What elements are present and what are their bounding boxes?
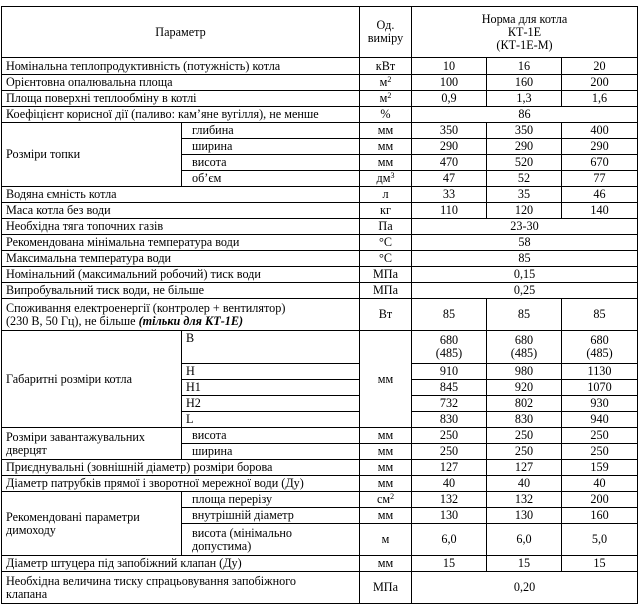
sub-label: H2 [182, 396, 360, 412]
table-row [2, 428, 638, 444]
value-cell: 120 [487, 203, 562, 219]
value-cell: 290 [412, 139, 487, 155]
value-cell: 85 [562, 299, 638, 331]
sub-label: H [182, 364, 360, 380]
row-unit: Па [360, 219, 412, 235]
row-unit: $м^2$ [360, 91, 412, 107]
group-label: Габаритні розміри котла [2, 331, 182, 428]
row-unit: мм [360, 139, 412, 155]
value-cell: 680 (485) [487, 331, 562, 364]
table-row [2, 299, 638, 331]
row-unit: $дм^3$ [360, 171, 412, 187]
row-unit: мм [360, 476, 412, 492]
header-norm-line2: КТ-1Е [507, 24, 542, 39]
row-unit: $м^2$ [360, 75, 412, 91]
value-cell: 6,0 [487, 524, 562, 556]
table-row [2, 203, 638, 219]
value-cell: 10 [412, 58, 487, 75]
value-cell: 160 [562, 508, 638, 524]
value-cell: 15 [562, 556, 638, 572]
value-cell: 520 [487, 155, 562, 171]
value-cell: 250 [562, 444, 638, 460]
table-row [2, 476, 638, 492]
row-unit: кг [360, 203, 412, 219]
value-cell: 100 [412, 75, 487, 91]
sub-label: ширина [182, 444, 360, 460]
header-unit [360, 7, 412, 58]
sub-label: внутрішній діаметр [182, 508, 360, 524]
value-cell: 920 [487, 380, 562, 396]
value-cell: 52 [487, 171, 562, 187]
row-unit: мм [360, 123, 412, 139]
value-cell: 46 [562, 187, 638, 203]
value-cell: 802 [487, 396, 562, 412]
table-row [2, 219, 638, 235]
sub-label: висота [182, 155, 360, 171]
value-cell: 15 [412, 556, 487, 572]
value-cell: 6,0 [412, 524, 487, 556]
value-cell: 15 [487, 556, 562, 572]
value-cell: 470 [412, 155, 487, 171]
sub-label: висота [182, 428, 360, 444]
row-label: Необхідна тяга топочних газів [2, 219, 360, 235]
value-cell: 830 [487, 412, 562, 428]
value-cell: 910 [412, 364, 487, 380]
row-label: Приєднувальні (зовнішній діаметр) розміри борова [2, 460, 360, 476]
value-cell: 400 [562, 123, 638, 139]
value-cell: 85 [412, 251, 638, 267]
row-unit: мм [360, 556, 412, 572]
row-label: Орієнтовна опалювальна площа [2, 75, 360, 91]
table-row [2, 331, 638, 364]
row-unit: л [360, 187, 412, 203]
value-cell: 1070 [562, 380, 638, 396]
table-row [2, 492, 638, 508]
value-cell: 940 [562, 412, 638, 428]
value-cell: 160 [487, 75, 562, 91]
value-cell: 350 [412, 123, 487, 139]
header-norm-line3: (КТ-1Е-М) [496, 37, 553, 52]
value-cell: 132 [487, 492, 562, 508]
value-cell: 40 [562, 476, 638, 492]
value-cell: 670 [562, 155, 638, 171]
group-label: Рекомендовані параметри димоходу [2, 492, 182, 556]
row-label: Споживання електроенергії (контролер + вентилятор) (230 В, 50 Гц), не більше (тільки для КТ-1Е) [2, 299, 360, 331]
value-cell: 40 [487, 476, 562, 492]
row-unit: мм [360, 508, 412, 524]
value-cell: 130 [412, 508, 487, 524]
boiler-specs-table [1, 6, 638, 604]
row-unit: мм [360, 331, 412, 428]
row-unit: мм [360, 460, 412, 476]
table-row [2, 235, 638, 251]
value-cell: 680 (485) [562, 331, 638, 364]
row-unit: % [360, 107, 412, 123]
table-row [2, 91, 638, 107]
value-cell: 1,6 [562, 91, 638, 107]
value-cell: 77 [562, 171, 638, 187]
sub-label: H1 [182, 380, 360, 396]
value-cell: 830 [412, 412, 487, 428]
value-cell: 1130 [562, 364, 638, 380]
sub-label: об’єм [182, 171, 360, 187]
sub-label: ширина [182, 139, 360, 155]
row-label: Водяна ємність котла [2, 187, 360, 203]
value-cell: 250 [412, 428, 487, 444]
sub-label: глибина [182, 123, 360, 139]
value-cell: 0,9 [412, 91, 487, 107]
value-cell: 290 [487, 139, 562, 155]
value-cell: 140 [562, 203, 638, 219]
row-unit: мм [360, 428, 412, 444]
row-label: Площа поверхні теплообміну в котлі [2, 91, 360, 107]
table-row [2, 572, 638, 604]
row-unit: мм [360, 444, 412, 460]
table-row [2, 107, 638, 123]
value-cell: 35 [487, 187, 562, 203]
row-unit: МПа [360, 283, 412, 299]
value-cell: 350 [487, 123, 562, 139]
value-cell: 732 [412, 396, 487, 412]
value-cell: 930 [562, 396, 638, 412]
row-unit: МПа [360, 572, 412, 604]
value-cell: 250 [487, 428, 562, 444]
table-row [2, 75, 638, 91]
value-cell: 130 [487, 508, 562, 524]
value-cell: 40 [412, 476, 487, 492]
value-cell: 250 [412, 444, 487, 460]
value-cell: 0,20 [412, 572, 638, 604]
value-cell: 85 [412, 299, 487, 331]
row-unit: МПа [360, 267, 412, 283]
table-row [2, 460, 638, 476]
value-cell: 33 [412, 187, 487, 203]
value-cell: 0,25 [412, 283, 638, 299]
value-cell: 845 [412, 380, 487, 396]
row-label: Необхідна величина тиску спрацьовування запобіжного клапана [2, 572, 360, 604]
group-label: Розміри топки [2, 123, 182, 187]
value-cell: 85 [487, 299, 562, 331]
table-row [2, 267, 638, 283]
header-unit-line2: виміру [367, 31, 404, 45]
sub-label: L [182, 412, 360, 428]
value-cell: 16 [487, 58, 562, 75]
value-cell: 127 [412, 460, 487, 476]
row-unit: кВт [360, 58, 412, 75]
value-cell: 20 [562, 58, 638, 75]
value-cell: 23-30 [412, 219, 638, 235]
sub-label: висота (мінімально допустима) [182, 524, 360, 556]
row-label: Діаметр штуцера під запобіжний клапан (Ду) [2, 556, 360, 572]
value-cell: 58 [412, 235, 638, 251]
row-unit: Вт [360, 299, 412, 331]
row-label: Номінальний (максимальний робочий) тиск води [2, 267, 360, 283]
value-cell: 127 [487, 460, 562, 476]
table-row [2, 251, 638, 267]
value-cell: 680 (485) [412, 331, 487, 364]
value-cell: 132 [412, 492, 487, 508]
value-cell: 86 [412, 107, 638, 123]
value-cell: 47 [412, 171, 487, 187]
row-label: Рекомендована мінімальна температура води [2, 235, 360, 251]
value-cell: 200 [562, 75, 638, 91]
value-cell: 159 [562, 460, 638, 476]
row-label: Діаметр патрубків прямої і зворотної мережної води (Ду) [2, 476, 360, 492]
row-unit: °С [360, 251, 412, 267]
row-label: Номінальна теплопродуктивність (потужність) котла [2, 58, 360, 75]
sub-label: площа перерізу [182, 492, 360, 508]
table-row [2, 283, 638, 299]
table-header-row [2, 7, 638, 58]
table-row [2, 58, 638, 75]
group-label: Розміри завантажувальних дверцят [2, 428, 182, 460]
row-unit: °С [360, 235, 412, 251]
value-cell: 290 [562, 139, 638, 155]
row-label: Випробувальний тиск води, не більше [2, 283, 360, 299]
value-cell: 110 [412, 203, 487, 219]
value-cell: 0,15 [412, 267, 638, 283]
header-norm [412, 7, 638, 58]
row-label: Максимальна температура води [2, 251, 360, 267]
row-label: Маса котла без води [2, 203, 360, 219]
row-unit: мм [360, 155, 412, 171]
value-cell: 250 [562, 428, 638, 444]
value-cell: 1,3 [487, 91, 562, 107]
sub-label: B [182, 331, 360, 364]
row-label: Коефіцієнт корисної дії (паливо: кам’яне вугілля), не менше [2, 107, 360, 123]
table-row [2, 123, 638, 139]
header-unit-line1: Од. [376, 18, 395, 32]
value-cell: 200 [562, 492, 638, 508]
table-row [2, 556, 638, 572]
row-unit: м [360, 524, 412, 556]
header-param: Параметр [2, 7, 360, 58]
value-cell: 250 [487, 444, 562, 460]
table-row [2, 187, 638, 203]
value-cell: 5,0 [562, 524, 638, 556]
header-norm-line1: Норма для котла [481, 11, 568, 26]
value-cell: 980 [487, 364, 562, 380]
row-unit: $см^2$ [360, 492, 412, 508]
